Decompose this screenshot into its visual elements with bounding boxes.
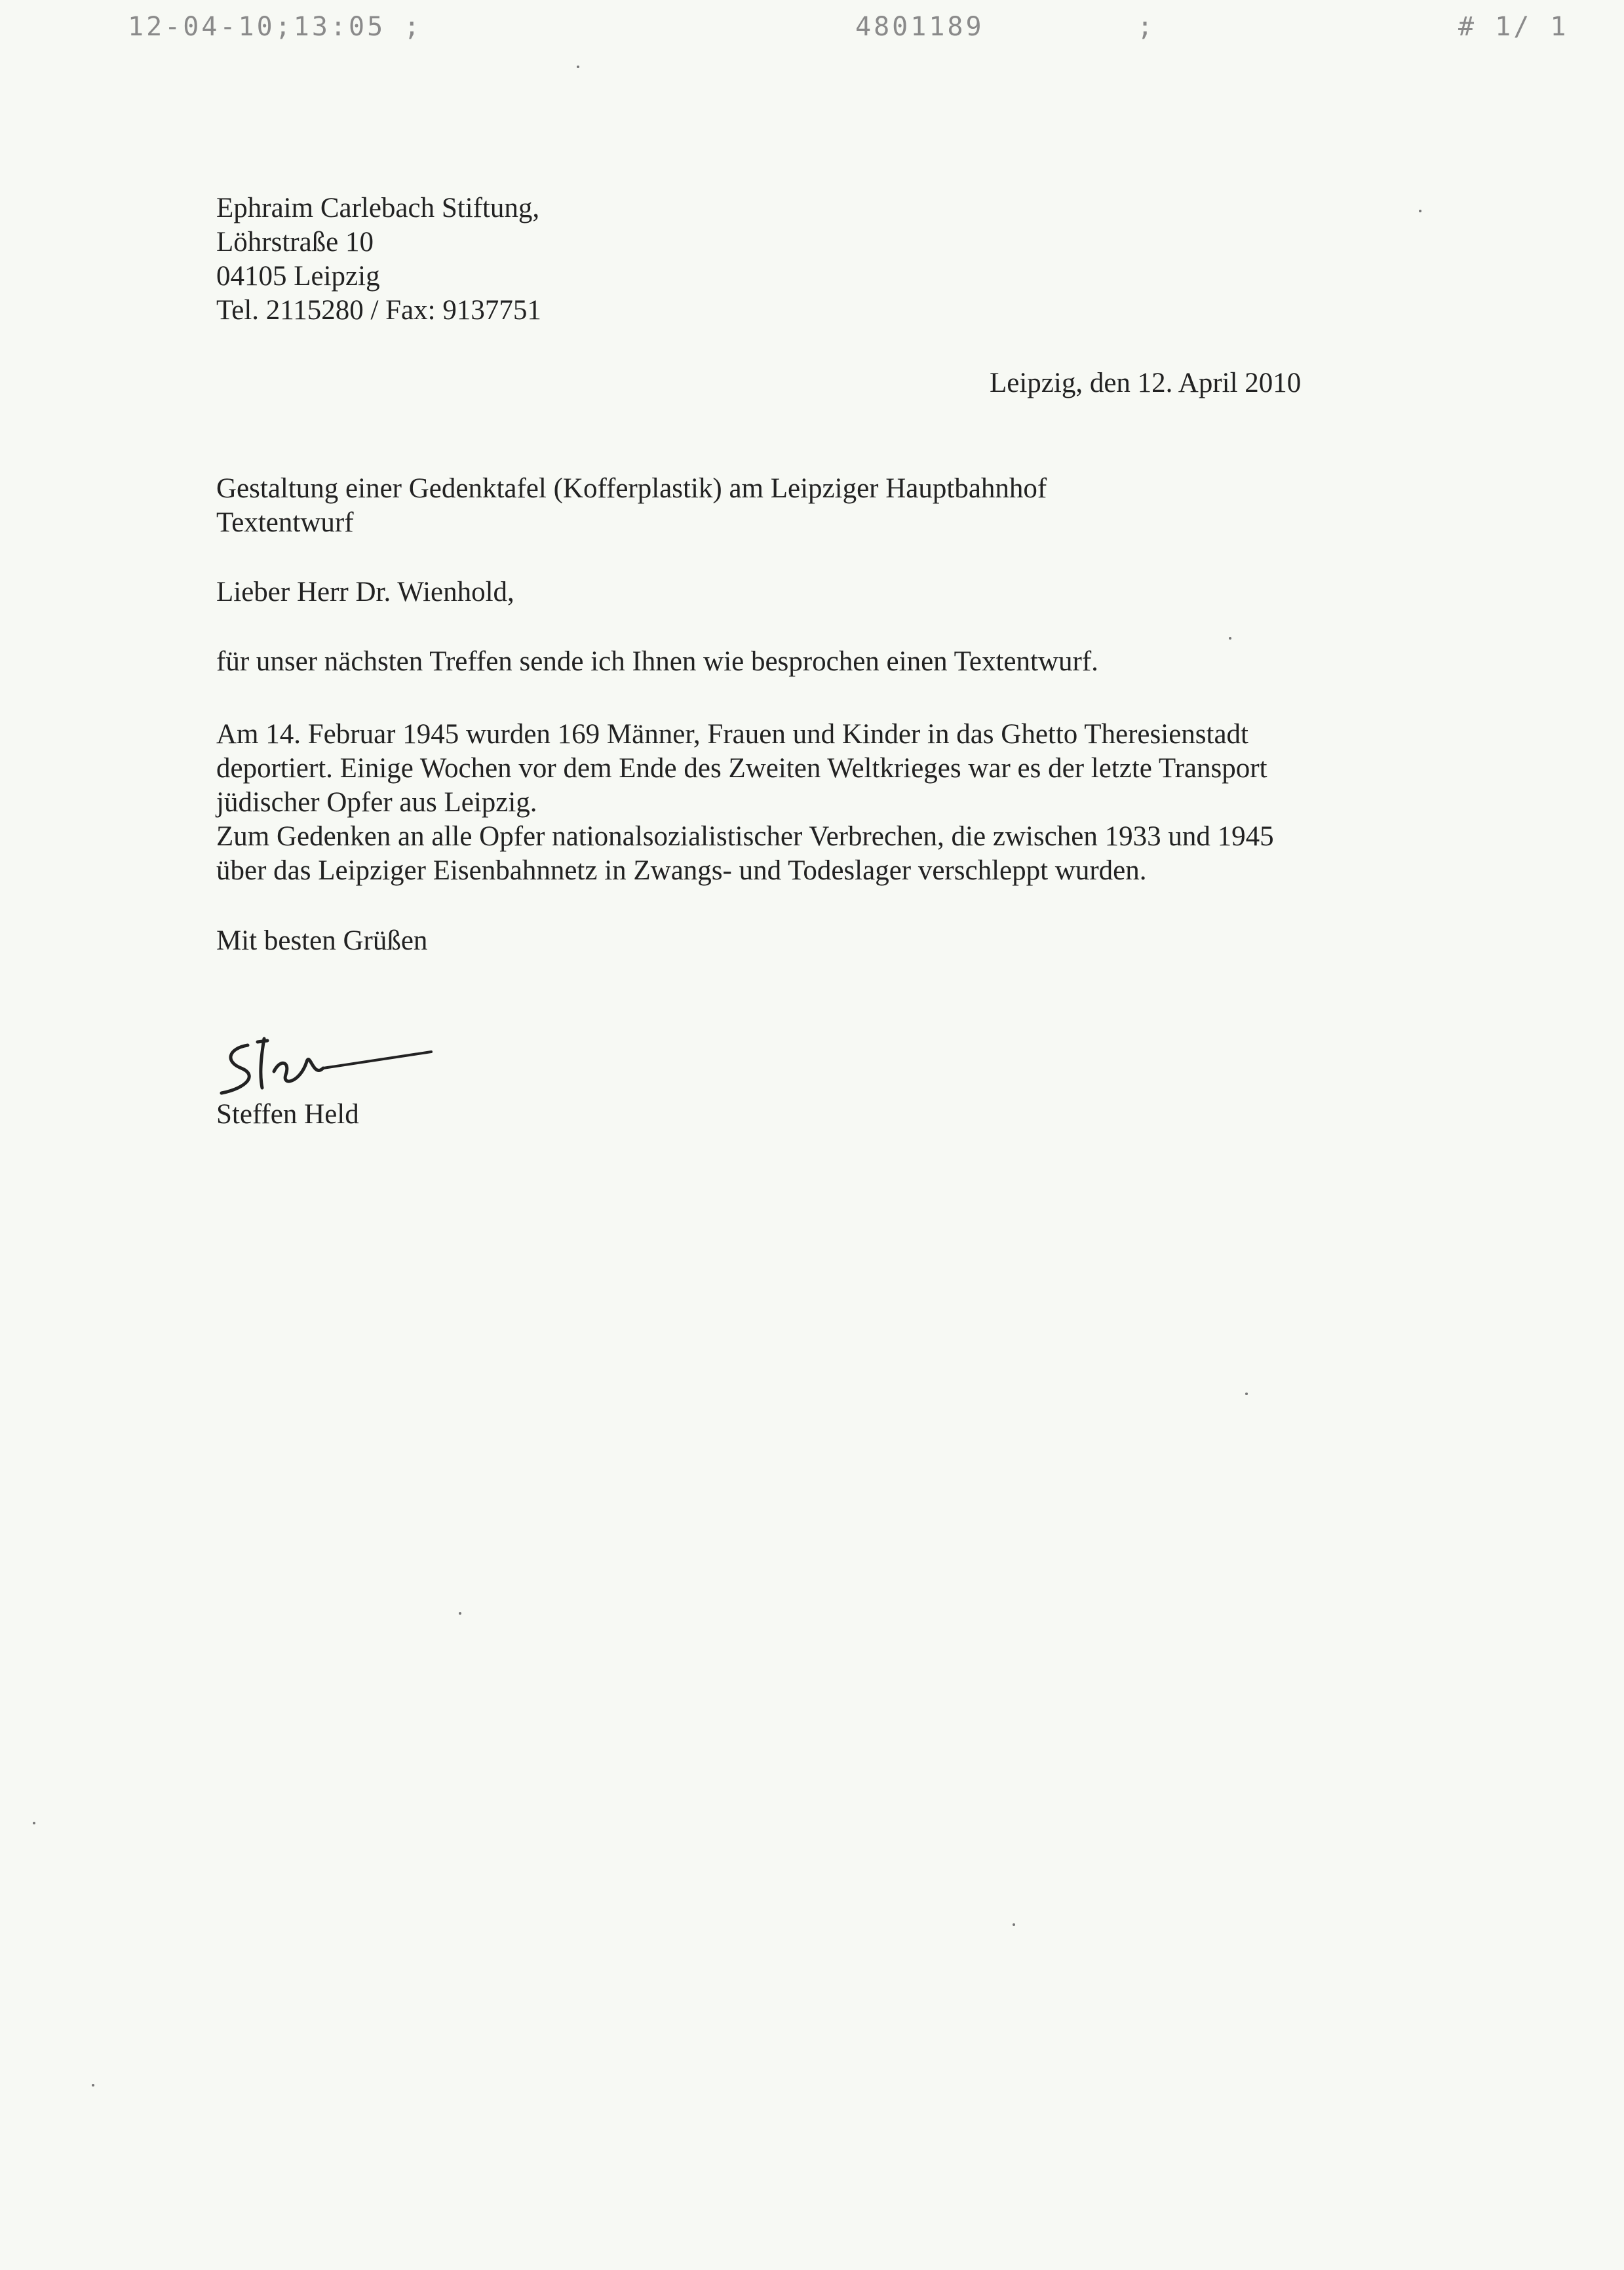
subject-line: Gestaltung einer Gedenktafel (Kofferplastik) am Leipziger Hauptbahnhof [216,473,1047,504]
scan-speck [459,1612,461,1615]
signatory-name: Steffen Held [216,1099,359,1130]
body-paragraph [216,718,1461,888]
sender-city: 04105 Leipzig [216,261,380,292]
scan-speck [577,66,579,68]
scan-speck [1013,1923,1015,1926]
closing: Mit besten Grüßen [216,925,428,956]
scan-speck [92,2084,94,2087]
subject-line-2: Textentwurf [216,507,354,538]
body-line: deportiert. Einige Wochen vor dem Ende des Zweiten Weltkrieges war es der letzte Transport [216,753,1267,784]
letter-date: Leipzig, den 12. April 2010 [990,368,1302,398]
scan-speck [33,1822,35,1824]
body-line: Zum Gedenken an alle Opfer nationalsozialistischer Verbrechen, die zwischen 1933 und 1945 [216,821,1274,852]
fax-page-number: # 1/ 1 [1458,12,1569,42]
fax-number: 4801189 [855,12,984,42]
handwritten-signature [208,1022,444,1101]
fax-separator: ; [1137,12,1156,42]
sender-phone: Tel. 2115280 / Fax: 9137751 [216,295,541,326]
scan-speck [1419,210,1421,212]
scan-speck [1245,1393,1248,1395]
body-line: über das Leipziger Eisenbahnnetz in Zwangs- und Todeslager verschleppt wurden. [216,855,1147,886]
fax-timestamp: 12-04-10;13:05 ; [128,12,423,42]
body-line: Am 14. Februar 1945 wurden 169 Männer, Frauen und Kinder in das Ghetto Theresienstadt [216,719,1249,750]
sender-name: Ephraim Carlebach Stiftung, [216,193,540,223]
intro-text: für unser nächsten Treffen sende ich Ihnen wie besprochen einen Textentwurf. [216,646,1098,677]
salutation: Lieber Herr Dr. Wienhold, [216,577,514,607]
body-line: jüdischer Opfer aus Leipzig. [216,787,537,818]
scan-speck [1229,637,1231,640]
sender-street: Löhrstraße 10 [216,227,374,258]
